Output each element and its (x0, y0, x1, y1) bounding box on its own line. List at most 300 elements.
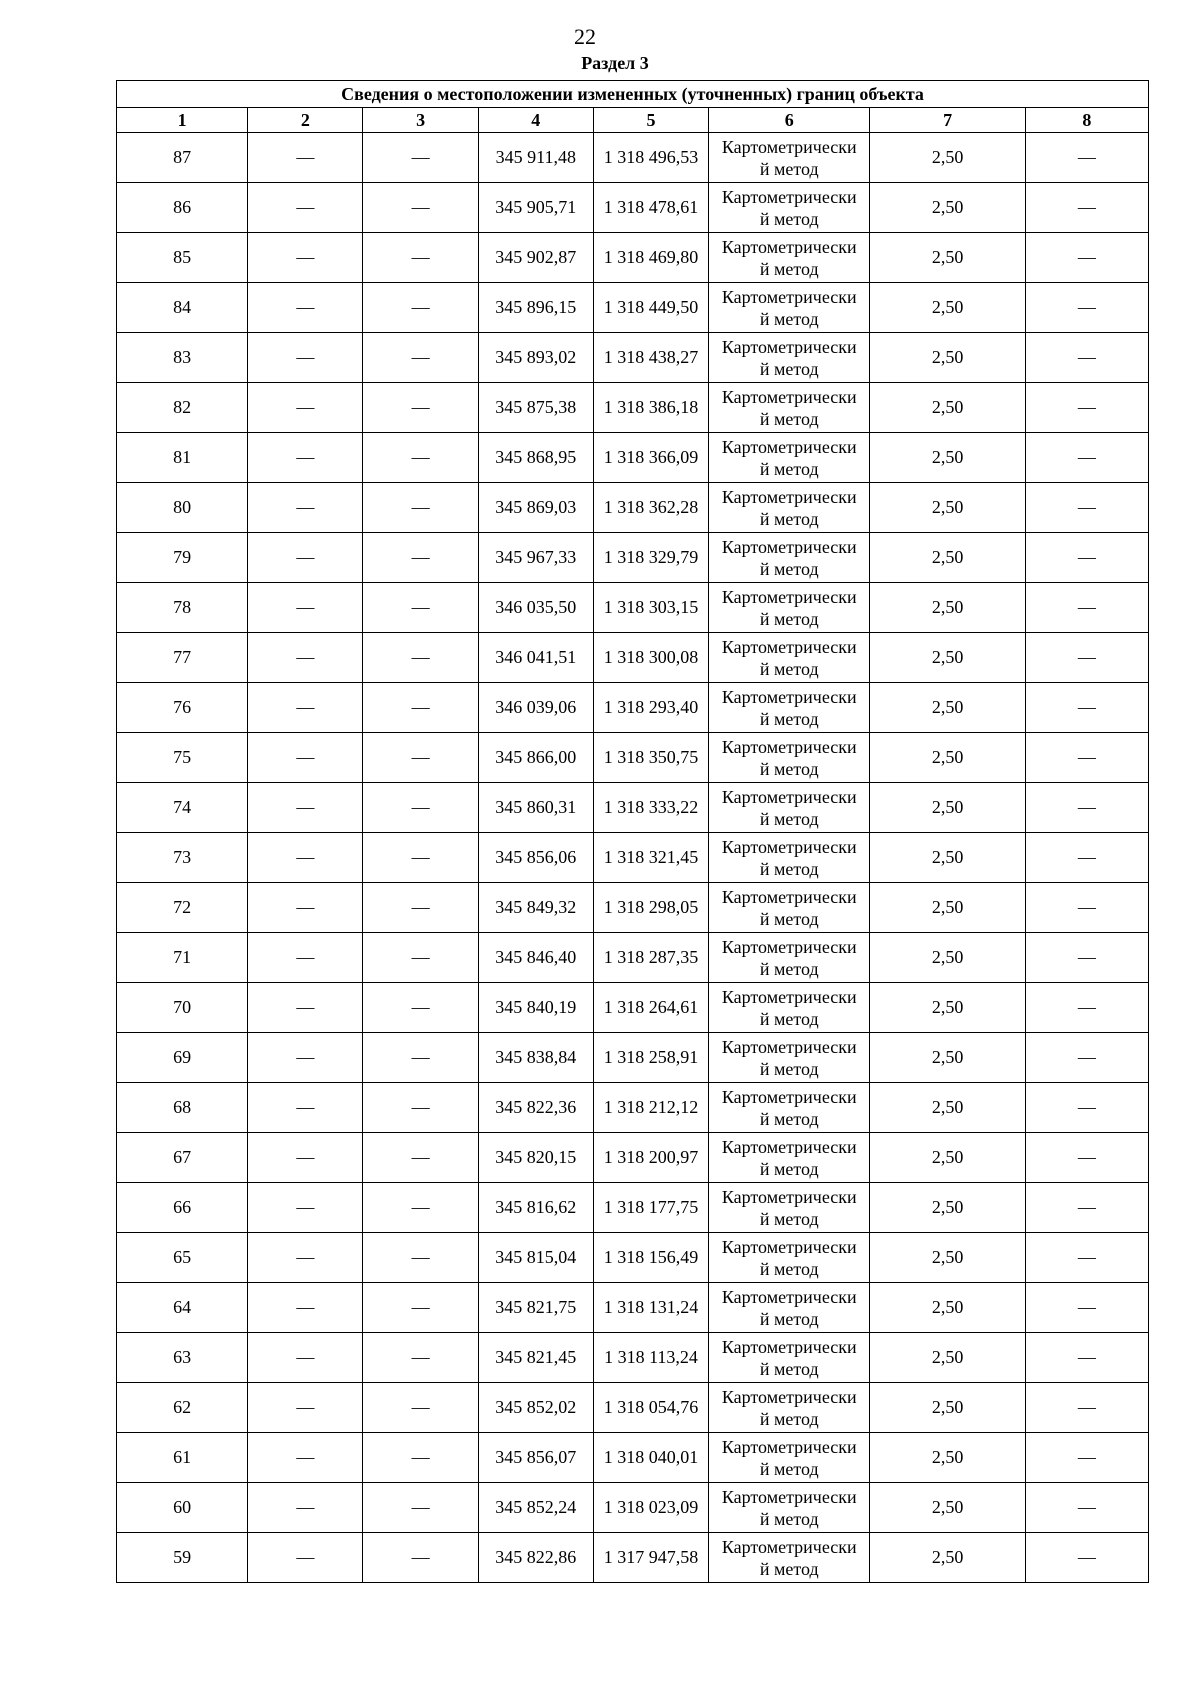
coordinate-y-cell: 1 318 496,53 (593, 133, 708, 183)
column-3-cell: — (363, 1283, 478, 1333)
method-line-1: Картометрически (721, 1136, 857, 1157)
column-8-cell: — (1025, 1133, 1148, 1183)
point-number-cell: 86 (117, 183, 248, 233)
method-cell (709, 1283, 870, 1333)
method-line-1: Картометрически (721, 386, 857, 407)
point-number-cell: 60 (117, 1483, 248, 1533)
method-line-2: й метод (759, 358, 819, 379)
column-8-cell: — (1025, 1233, 1148, 1283)
column-8-cell: — (1025, 883, 1148, 933)
accuracy-cell: 2,50 (870, 333, 1025, 383)
point-number-cell: 65 (117, 1233, 248, 1283)
coordinate-y-cell: 1 318 321,45 (593, 833, 708, 883)
method-cell (709, 883, 870, 933)
point-number-cell: 63 (117, 1333, 248, 1383)
method-line-1: Картометрически (721, 1386, 857, 1407)
method-line-1: Картометрически (721, 236, 857, 257)
method-cell (709, 183, 870, 233)
column-2-cell: — (248, 633, 363, 683)
accuracy-cell: 2,50 (870, 133, 1025, 183)
point-number-cell: 70 (117, 983, 248, 1033)
column-number-7: 7 (870, 108, 1025, 133)
method-cell (709, 683, 870, 733)
method-cell (709, 433, 870, 483)
method-line-2: й метод (759, 508, 819, 529)
method-line-2: й метод (759, 1158, 819, 1179)
column-2-cell: — (248, 1133, 363, 1183)
table-row (117, 1033, 1149, 1083)
method-cell (709, 1433, 870, 1483)
accuracy-cell: 2,50 (870, 933, 1025, 983)
coordinate-y-cell: 1 318 362,28 (593, 483, 708, 533)
column-number-4: 4 (478, 108, 593, 133)
coordinate-x-cell: 345 846,40 (478, 933, 593, 983)
coordinate-y-cell: 1 318 303,15 (593, 583, 708, 633)
point-number-cell: 66 (117, 1183, 248, 1233)
column-8-cell: — (1025, 1183, 1148, 1233)
table-row (117, 883, 1149, 933)
accuracy-cell: 2,50 (870, 1283, 1025, 1333)
column-2-cell: — (248, 683, 363, 733)
method-cell (709, 783, 870, 833)
accuracy-cell: 2,50 (870, 283, 1025, 333)
table-row (117, 983, 1149, 1033)
method-line-1: Картометрически (721, 1036, 857, 1057)
coordinate-y-cell: 1 318 200,97 (593, 1133, 708, 1183)
point-number-cell: 76 (117, 683, 248, 733)
table-row (117, 533, 1149, 583)
coordinate-y-cell: 1 318 113,24 (593, 1333, 708, 1383)
table-row (117, 633, 1149, 683)
point-number-cell: 83 (117, 333, 248, 383)
method-line-1: Картометрически (721, 1336, 857, 1357)
method-line-2: й метод (759, 1108, 819, 1129)
column-2-cell: — (248, 583, 363, 633)
accuracy-cell: 2,50 (870, 1133, 1025, 1183)
column-3-cell: — (363, 783, 478, 833)
accuracy-cell: 2,50 (870, 1433, 1025, 1483)
accuracy-cell: 2,50 (870, 533, 1025, 583)
accuracy-cell: 2,50 (870, 1233, 1025, 1283)
coordinate-y-cell: 1 318 449,50 (593, 283, 708, 333)
column-3-cell: — (363, 1333, 478, 1383)
page-number: 22 (574, 24, 596, 49)
accuracy-cell: 2,50 (870, 633, 1025, 683)
column-2-cell: — (248, 1383, 363, 1433)
table-row (117, 783, 1149, 833)
point-number-cell: 74 (117, 783, 248, 833)
method-cell (709, 1483, 870, 1533)
coordinate-x-cell: 346 039,06 (478, 683, 593, 733)
column-2-cell: — (248, 883, 363, 933)
coordinate-x-cell: 345 816,62 (478, 1183, 593, 1233)
coordinate-x-cell: 345 866,00 (478, 733, 593, 783)
point-number-cell: 82 (117, 383, 248, 433)
column-3-cell: — (363, 883, 478, 933)
coordinate-x-cell: 345 840,19 (478, 983, 593, 1033)
coordinate-x-cell: 345 869,03 (478, 483, 593, 533)
column-3-cell: — (363, 383, 478, 433)
column-3-cell: — (363, 433, 478, 483)
column-2-cell: — (248, 183, 363, 233)
method-line-2: й метод (759, 258, 819, 279)
column-3-cell: — (363, 1383, 478, 1433)
column-8-cell: — (1025, 683, 1148, 733)
table-row (117, 1383, 1149, 1433)
boundary-coordinates-table (116, 80, 1149, 1583)
point-number-cell: 64 (117, 1283, 248, 1333)
coordinate-x-cell: 345 896,15 (478, 283, 593, 333)
column-2-cell: — (248, 833, 363, 883)
column-2-cell: — (248, 933, 363, 983)
method-line-2: й метод (759, 608, 819, 629)
point-number-cell: 78 (117, 583, 248, 633)
point-number-cell: 87 (117, 133, 248, 183)
method-line-2: й метод (759, 808, 819, 829)
method-cell (709, 533, 870, 583)
method-line-1: Картометрически (721, 586, 857, 607)
coordinate-y-cell: 1 318 333,22 (593, 783, 708, 833)
coordinate-y-cell: 1 318 212,12 (593, 1083, 708, 1133)
method-line-1: Картометрически (721, 936, 857, 957)
coordinate-x-cell: 345 967,33 (478, 533, 593, 583)
method-line-1: Картометрически (721, 786, 857, 807)
method-line-2: й метод (759, 458, 819, 479)
method-line-2: й метод (759, 1308, 819, 1329)
method-cell (709, 583, 870, 633)
table-row (117, 183, 1149, 233)
column-3-cell: — (363, 1083, 478, 1133)
accuracy-cell: 2,50 (870, 1333, 1025, 1383)
coordinate-y-cell: 1 318 023,09 (593, 1483, 708, 1533)
column-2-cell: — (248, 1083, 363, 1133)
method-line-2: й метод (759, 1558, 819, 1579)
method-line-2: й метод (759, 1258, 819, 1279)
method-line-2: й метод (759, 1358, 819, 1379)
coordinate-x-cell: 345 815,04 (478, 1233, 593, 1283)
column-2-cell: — (248, 1433, 363, 1483)
point-number-cell: 69 (117, 1033, 248, 1083)
table-row (117, 433, 1149, 483)
accuracy-cell: 2,50 (870, 433, 1025, 483)
column-8-cell: — (1025, 233, 1148, 283)
column-2-cell: — (248, 1283, 363, 1333)
method-line-2: й метод (759, 1208, 819, 1229)
point-number-cell: 84 (117, 283, 248, 333)
coordinate-y-cell: 1 318 386,18 (593, 383, 708, 433)
method-line-1: Картометрически (721, 1186, 857, 1207)
column-2-cell: — (248, 1483, 363, 1533)
coordinate-x-cell: 345 852,02 (478, 1383, 593, 1433)
column-3-cell: — (363, 1033, 478, 1083)
column-8-cell: — (1025, 1483, 1148, 1533)
point-number-cell: 77 (117, 633, 248, 683)
point-number-cell: 72 (117, 883, 248, 933)
method-line-2: й метод (759, 1408, 819, 1429)
method-line-1: Картометрически (721, 736, 857, 757)
column-3-cell: — (363, 1133, 478, 1183)
column-2-cell: — (248, 733, 363, 783)
table-row (117, 683, 1149, 733)
point-number-cell: 71 (117, 933, 248, 983)
column-8-cell: — (1025, 1083, 1148, 1133)
coordinate-y-cell: 1 318 264,61 (593, 983, 708, 1033)
method-line-1: Картометрически (721, 886, 857, 907)
table-row (117, 1433, 1149, 1483)
column-8-cell: — (1025, 1433, 1148, 1483)
method-cell (709, 1383, 870, 1433)
method-cell (709, 933, 870, 983)
method-cell (709, 1233, 870, 1283)
coordinate-y-cell: 1 318 258,91 (593, 1033, 708, 1083)
column-8-cell: — (1025, 483, 1148, 533)
column-2-cell: — (248, 283, 363, 333)
method-cell (709, 1333, 870, 1383)
accuracy-cell: 2,50 (870, 883, 1025, 933)
point-number-cell: 81 (117, 433, 248, 483)
method-cell (709, 633, 870, 683)
point-number-cell: 79 (117, 533, 248, 583)
method-line-1: Картометрически (721, 636, 857, 657)
method-line-1: Картометрически (721, 136, 857, 157)
method-cell (709, 833, 870, 883)
column-2-cell: — (248, 1233, 363, 1283)
accuracy-cell: 2,50 (870, 233, 1025, 283)
coordinate-x-cell: 345 852,24 (478, 1483, 593, 1533)
coordinate-x-cell: 345 838,84 (478, 1033, 593, 1083)
method-line-2: й метод (759, 1508, 819, 1529)
method-cell (709, 1183, 870, 1233)
column-3-cell: — (363, 833, 478, 883)
column-3-cell: — (363, 1483, 478, 1533)
coordinate-x-cell: 345 905,71 (478, 183, 593, 233)
column-8-cell: — (1025, 183, 1148, 233)
point-number-cell: 61 (117, 1433, 248, 1483)
column-2-cell: — (248, 533, 363, 583)
method-line-2: й метод (759, 858, 819, 879)
method-line-1: Картометрически (721, 186, 857, 207)
column-number-6: 6 (709, 108, 870, 133)
method-line-2: й метод (759, 708, 819, 729)
coordinate-x-cell: 345 849,32 (478, 883, 593, 933)
table-row (117, 233, 1149, 283)
method-line-2: й метод (759, 958, 819, 979)
column-2-cell: — (248, 783, 363, 833)
method-line-2: й метод (759, 1458, 819, 1479)
table-body (117, 133, 1149, 1583)
table-row (117, 1083, 1149, 1133)
column-2-cell: — (248, 333, 363, 383)
accuracy-cell: 2,50 (870, 483, 1025, 533)
table-row (117, 1483, 1149, 1533)
method-line-1: Картометрически (721, 1236, 857, 1257)
column-3-cell: — (363, 1433, 478, 1483)
method-cell (709, 1133, 870, 1183)
accuracy-cell: 2,50 (870, 783, 1025, 833)
column-8-cell: — (1025, 983, 1148, 1033)
method-cell (709, 733, 870, 783)
coordinate-y-cell: 1 318 300,08 (593, 633, 708, 683)
coordinate-y-cell: 1 318 054,76 (593, 1383, 708, 1433)
column-3-cell: — (363, 1533, 478, 1583)
column-8-cell: — (1025, 733, 1148, 783)
column-2-cell: — (248, 133, 363, 183)
coordinate-x-cell: 345 875,38 (478, 383, 593, 433)
method-line-2: й метод (759, 158, 819, 179)
table-row (117, 733, 1149, 783)
method-line-1: Картометрически (721, 486, 857, 507)
table-row (117, 1333, 1149, 1383)
coordinate-y-cell: 1 318 366,09 (593, 433, 708, 483)
column-3-cell: — (363, 1183, 478, 1233)
accuracy-cell: 2,50 (870, 1183, 1025, 1233)
coordinate-x-cell: 345 856,06 (478, 833, 593, 883)
method-cell (709, 383, 870, 433)
coordinate-y-cell: 1 318 350,75 (593, 733, 708, 783)
point-number-cell: 80 (117, 483, 248, 533)
accuracy-cell: 2,50 (870, 1533, 1025, 1583)
coordinate-y-cell: 1 318 131,24 (593, 1283, 708, 1333)
column-2-cell: — (248, 1033, 363, 1083)
accuracy-cell: 2,50 (870, 1083, 1025, 1133)
table-row (117, 1183, 1149, 1233)
table-row (117, 1233, 1149, 1283)
table-row (117, 833, 1149, 883)
column-8-cell: — (1025, 133, 1148, 183)
point-number-cell: 73 (117, 833, 248, 883)
accuracy-cell: 2,50 (870, 1483, 1025, 1533)
coordinate-y-cell: 1 318 293,40 (593, 683, 708, 733)
column-3-cell: — (363, 983, 478, 1033)
coordinate-x-cell: 345 821,45 (478, 1333, 593, 1383)
column-2-cell: — (248, 233, 363, 283)
table-row (117, 1133, 1149, 1183)
accuracy-cell: 2,50 (870, 1033, 1025, 1083)
point-number-cell: 62 (117, 1383, 248, 1433)
table-caption: Сведения о местоположении измененных (уточненных) границ объекта (117, 81, 1149, 108)
coordinate-y-cell: 1 318 298,05 (593, 883, 708, 933)
column-number-2: 2 (248, 108, 363, 133)
method-line-1: Картометрически (721, 436, 857, 457)
coordinate-x-cell: 345 822,86 (478, 1533, 593, 1583)
column-8-cell: — (1025, 333, 1148, 383)
method-line-2: й метод (759, 208, 819, 229)
accuracy-cell: 2,50 (870, 683, 1025, 733)
column-2-cell: — (248, 1333, 363, 1383)
coordinate-y-cell: 1 317 947,58 (593, 1533, 708, 1583)
accuracy-cell: 2,50 (870, 183, 1025, 233)
column-8-cell: — (1025, 1283, 1148, 1333)
method-line-2: й метод (759, 408, 819, 429)
accuracy-cell: 2,50 (870, 1383, 1025, 1433)
method-line-1: Картометрически (721, 336, 857, 357)
accuracy-cell: 2,50 (870, 583, 1025, 633)
column-3-cell: — (363, 683, 478, 733)
column-8-cell: — (1025, 383, 1148, 433)
coordinate-x-cell: 345 868,95 (478, 433, 593, 483)
table-row (117, 383, 1149, 433)
table-row (117, 283, 1149, 333)
coordinate-x-cell: 345 822,36 (478, 1083, 593, 1133)
column-8-cell: — (1025, 1333, 1148, 1383)
column-8-cell: — (1025, 1033, 1148, 1083)
method-line-2: й метод (759, 908, 819, 929)
coordinate-y-cell: 1 318 287,35 (593, 933, 708, 983)
method-line-1: Картометрически (721, 1536, 857, 1557)
coordinate-y-cell: 1 318 156,49 (593, 1233, 708, 1283)
method-cell (709, 283, 870, 333)
point-number-cell: 68 (117, 1083, 248, 1133)
column-3-cell: — (363, 583, 478, 633)
coordinate-x-cell: 345 856,07 (478, 1433, 593, 1483)
method-line-2: й метод (759, 1058, 819, 1079)
column-2-cell: — (248, 983, 363, 1033)
method-cell (709, 983, 870, 1033)
method-line-2: й метод (759, 658, 819, 679)
coordinate-y-cell: 1 318 329,79 (593, 533, 708, 583)
column-3-cell: — (363, 633, 478, 683)
column-number-row (117, 108, 1149, 133)
column-8-cell: — (1025, 583, 1148, 633)
column-number-1: 1 (117, 108, 248, 133)
column-3-cell: — (363, 133, 478, 183)
method-line-2: й метод (759, 558, 819, 579)
column-8-cell: — (1025, 833, 1148, 883)
coordinate-x-cell: 345 911,48 (478, 133, 593, 183)
point-number-cell: 59 (117, 1533, 248, 1583)
method-line-1: Картометрически (721, 836, 857, 857)
column-number-3: 3 (363, 108, 478, 133)
column-2-cell: — (248, 1533, 363, 1583)
column-2-cell: — (248, 1183, 363, 1233)
method-line-1: Картометрически (721, 1486, 857, 1507)
method-line-2: й метод (759, 758, 819, 779)
table-row (117, 333, 1149, 383)
column-2-cell: — (248, 483, 363, 533)
method-line-2: й метод (759, 1008, 819, 1029)
method-line-1: Картометрически (721, 286, 857, 307)
point-number-cell: 67 (117, 1133, 248, 1183)
coordinate-y-cell: 1 318 478,61 (593, 183, 708, 233)
column-3-cell: — (363, 233, 478, 283)
point-number-cell: 75 (117, 733, 248, 783)
coordinate-x-cell: 346 035,50 (478, 583, 593, 633)
coordinate-x-cell: 345 902,87 (478, 233, 593, 283)
method-cell (709, 333, 870, 383)
method-line-2: й метод (759, 308, 819, 329)
method-line-1: Картометрически (721, 1436, 857, 1457)
accuracy-cell: 2,50 (870, 733, 1025, 783)
coordinate-x-cell: 345 820,15 (478, 1133, 593, 1183)
coordinate-y-cell: 1 318 177,75 (593, 1183, 708, 1233)
column-8-cell: — (1025, 1533, 1148, 1583)
coordinate-y-cell: 1 318 040,01 (593, 1433, 708, 1483)
method-line-1: Картометрически (721, 686, 857, 707)
column-3-cell: — (363, 483, 478, 533)
column-8-cell: — (1025, 533, 1148, 583)
coordinate-x-cell: 345 893,02 (478, 333, 593, 383)
point-number-cell: 85 (117, 233, 248, 283)
accuracy-cell: 2,50 (870, 983, 1025, 1033)
column-3-cell: — (363, 733, 478, 783)
method-line-1: Картометрически (721, 1086, 857, 1107)
accuracy-cell: 2,50 (870, 383, 1025, 433)
coordinate-y-cell: 1 318 469,80 (593, 233, 708, 283)
column-number-5: 5 (593, 108, 708, 133)
table-row (117, 483, 1149, 533)
table-row (117, 933, 1149, 983)
coordinate-x-cell: 345 821,75 (478, 1283, 593, 1333)
